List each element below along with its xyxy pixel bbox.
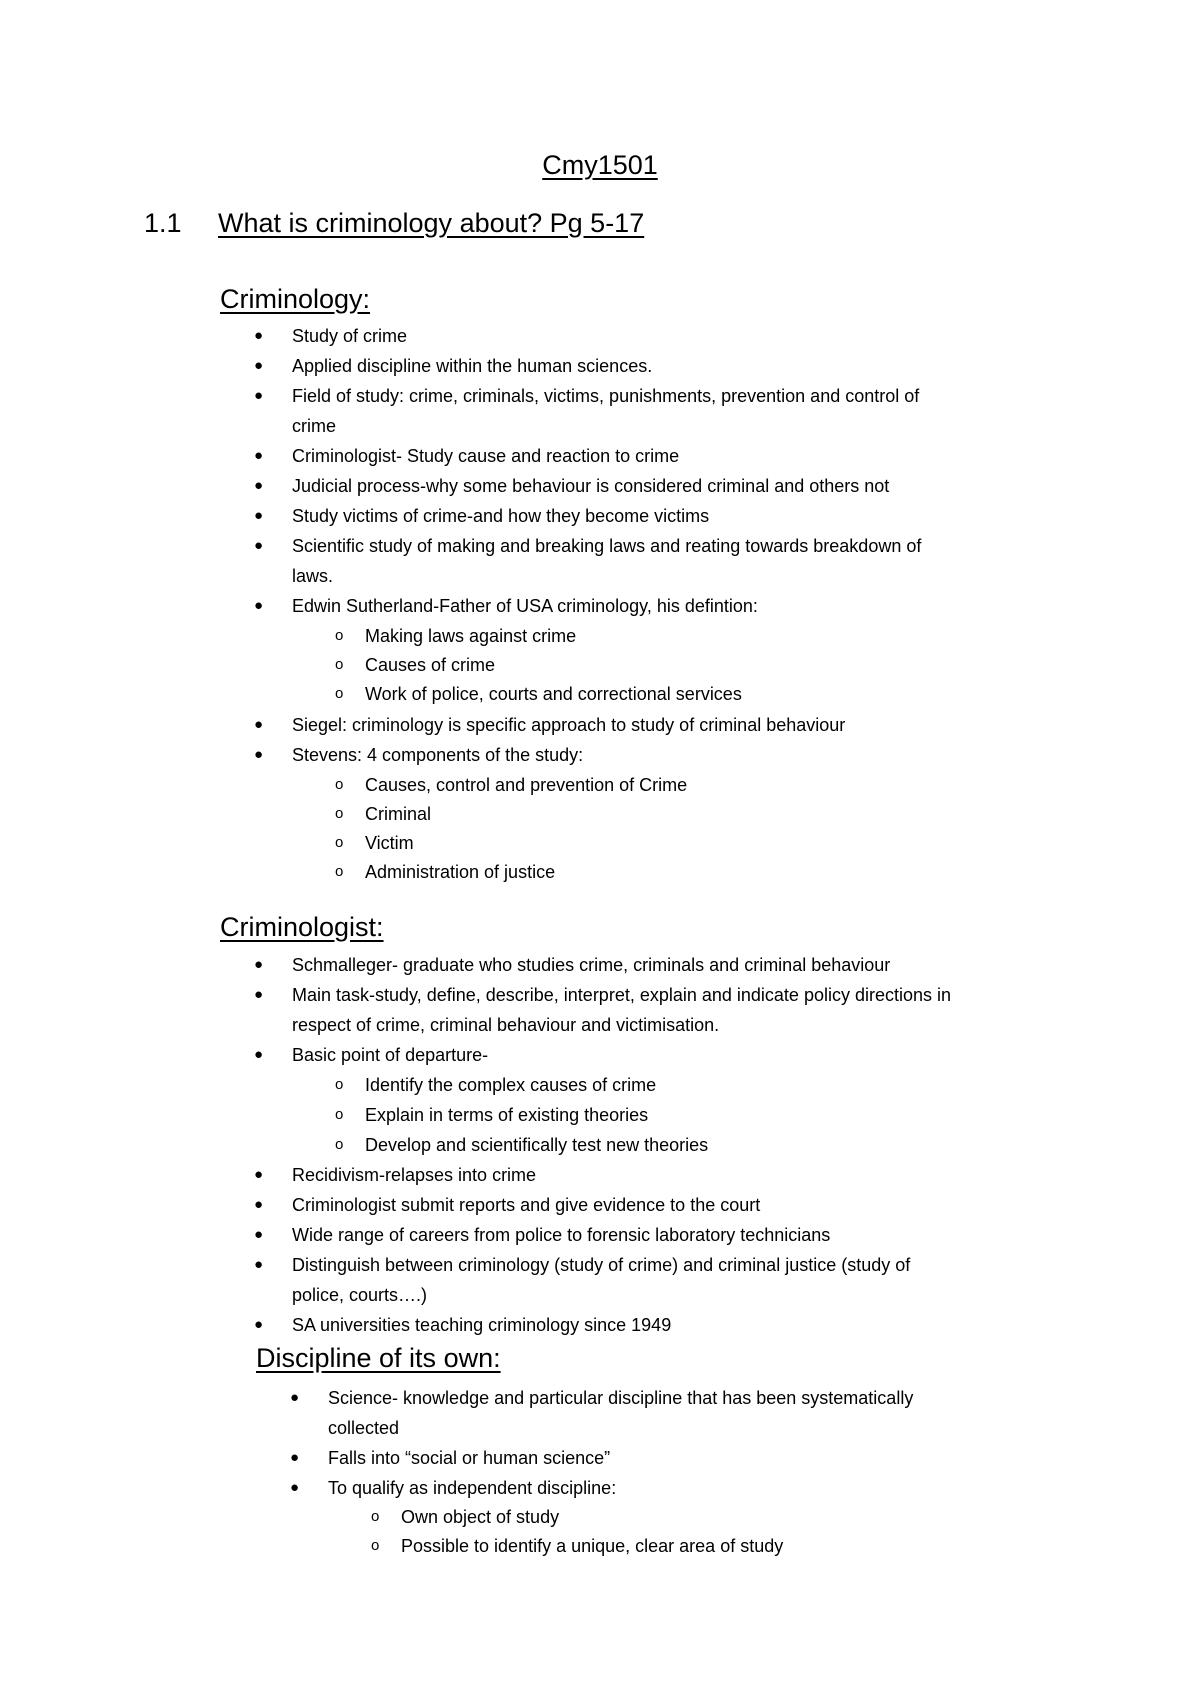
sub-list-item: o Administration of justice <box>365 857 555 887</box>
bullet-icon: ● <box>254 1166 264 1183</box>
bullet-icon: ● <box>290 1389 300 1406</box>
criminologist-heading: Criminologist: <box>220 912 384 942</box>
sub-list-item: o Criminal <box>365 799 431 829</box>
list-item: ● Stevens: 4 components of the study: <box>292 740 583 770</box>
circle-bullet-icon: o <box>335 656 344 673</box>
bullet-icon: ● <box>290 1449 300 1466</box>
list-item: ● To qualify as independent discipline: <box>328 1473 616 1503</box>
bullet-icon: ● <box>254 1196 264 1213</box>
bullet-icon: ● <box>290 1479 300 1496</box>
list-item: ● Field of study: crime, criminals, victims, punishments, prevention and control of <box>292 381 919 411</box>
list-item: ● Judicial process-why some behaviour is considered criminal and others not <box>292 471 889 501</box>
sub-list-item: o Explain in terms of existing theories <box>365 1100 648 1130</box>
bullet-icon: ● <box>254 507 264 524</box>
list-item: ● Falls into “social or human science” <box>328 1443 610 1473</box>
list-item: ● Study victims of crime-and how they become victims <box>292 501 709 531</box>
bullet-icon: ● <box>254 327 264 344</box>
list-item: ● Distinguish between criminology (study of crime) and criminal justice (study of <box>292 1250 910 1280</box>
section-title: What is criminology about? Pg 5-17 <box>218 208 645 238</box>
circle-bullet-icon: o <box>335 805 344 822</box>
bullet-icon: ● <box>254 956 264 973</box>
sub-list-item: o Causes of crime <box>365 650 495 680</box>
sub-list-item: o Making laws against crime <box>365 621 576 651</box>
sub-list-item: o Causes, control and prevention of Crime <box>365 770 687 800</box>
sub-list-item: o Develop and scientifically test new theories <box>365 1130 708 1160</box>
bullet-icon: ● <box>254 986 264 1003</box>
circle-bullet-icon: o <box>335 1076 344 1093</box>
list-item: ● Criminologist submit reports and give evidence to the court <box>292 1190 760 1220</box>
list-item: ● Siegel: criminology is specific approach to study of criminal behaviour <box>292 710 845 740</box>
bullet-icon: ● <box>254 1316 264 1333</box>
list-item: ● Edwin Sutherland-Father of USA criminology, his defintion: <box>292 591 758 621</box>
bullet-icon: ● <box>254 1256 264 1273</box>
bullet-icon: ● <box>254 537 264 554</box>
sub-list-item: o Possible to identify a unique, clear area of study <box>401 1531 783 1561</box>
bullet-icon: ● <box>254 447 264 464</box>
circle-bullet-icon: o <box>335 685 344 702</box>
bullet-icon: ● <box>254 746 264 763</box>
bullet-icon: ● <box>254 1046 264 1063</box>
bullet-icon: ● <box>254 1226 264 1243</box>
circle-bullet-icon: o <box>371 1508 380 1525</box>
circle-bullet-icon: o <box>335 1136 344 1153</box>
list-item: ● Scientific study of making and breaking laws and reating towards breakdown of <box>292 531 921 561</box>
criminology-heading: Criminology: <box>220 284 371 314</box>
list-item: ● Science- knowledge and particular discipline that has been systematically <box>328 1383 913 1413</box>
section-heading <box>144 208 644 239</box>
circle-bullet-icon: o <box>335 776 344 793</box>
sub-list-item: o Work of police, courts and correctional services <box>365 679 742 709</box>
bullet-icon: ● <box>254 357 264 374</box>
list-item: ● Main task-study, define, describe, interpret, explain and indicate policy directions in <box>292 980 951 1010</box>
list-item: ● Recidivism-relapses into crime <box>292 1160 536 1190</box>
bullet-icon: ● <box>254 716 264 733</box>
circle-bullet-icon: o <box>335 863 344 880</box>
document-title: Cmy1501 <box>542 150 658 180</box>
circle-bullet-icon: o <box>371 1537 380 1554</box>
list-item: ● Wide range of careers from police to forensic laboratory technicians <box>292 1220 830 1250</box>
list-item-continuation: police, courts….) <box>292 1285 428 1305</box>
list-item-continuation: laws. <box>292 566 334 586</box>
list-item: ● Study of crime <box>292 321 407 351</box>
sub-list-item: o Identify the complex causes of crime <box>365 1070 656 1100</box>
list-item: ● Basic point of departure- <box>292 1040 488 1070</box>
section-number: 1.1 <box>144 208 182 238</box>
bullet-icon: ● <box>254 477 264 494</box>
list-item-continuation: respect of crime, criminal behaviour and victimisation. <box>292 1015 720 1035</box>
bullet-icon: ● <box>254 387 264 404</box>
bullet-icon: ● <box>254 597 264 614</box>
list-item: ● Schmalleger- graduate who studies crime, criminals and criminal behaviour <box>292 950 890 980</box>
list-item-continuation: collected <box>328 1418 400 1438</box>
circle-bullet-icon: o <box>335 627 344 644</box>
list-item: ● SA universities teaching criminology since 1949 <box>292 1310 671 1340</box>
discipline-heading: Discipline of its own: <box>256 1343 501 1373</box>
circle-bullet-icon: o <box>335 834 344 851</box>
list-item-continuation: crime <box>292 416 336 436</box>
list-item: ● Applied discipline within the human sciences. <box>292 351 652 381</box>
circle-bullet-icon: o <box>335 1106 344 1123</box>
list-item: ● Criminologist- Study cause and reaction to crime <box>292 441 679 471</box>
sub-list-item: o Own object of study <box>401 1502 559 1532</box>
sub-list-item: o Victim <box>365 828 414 858</box>
